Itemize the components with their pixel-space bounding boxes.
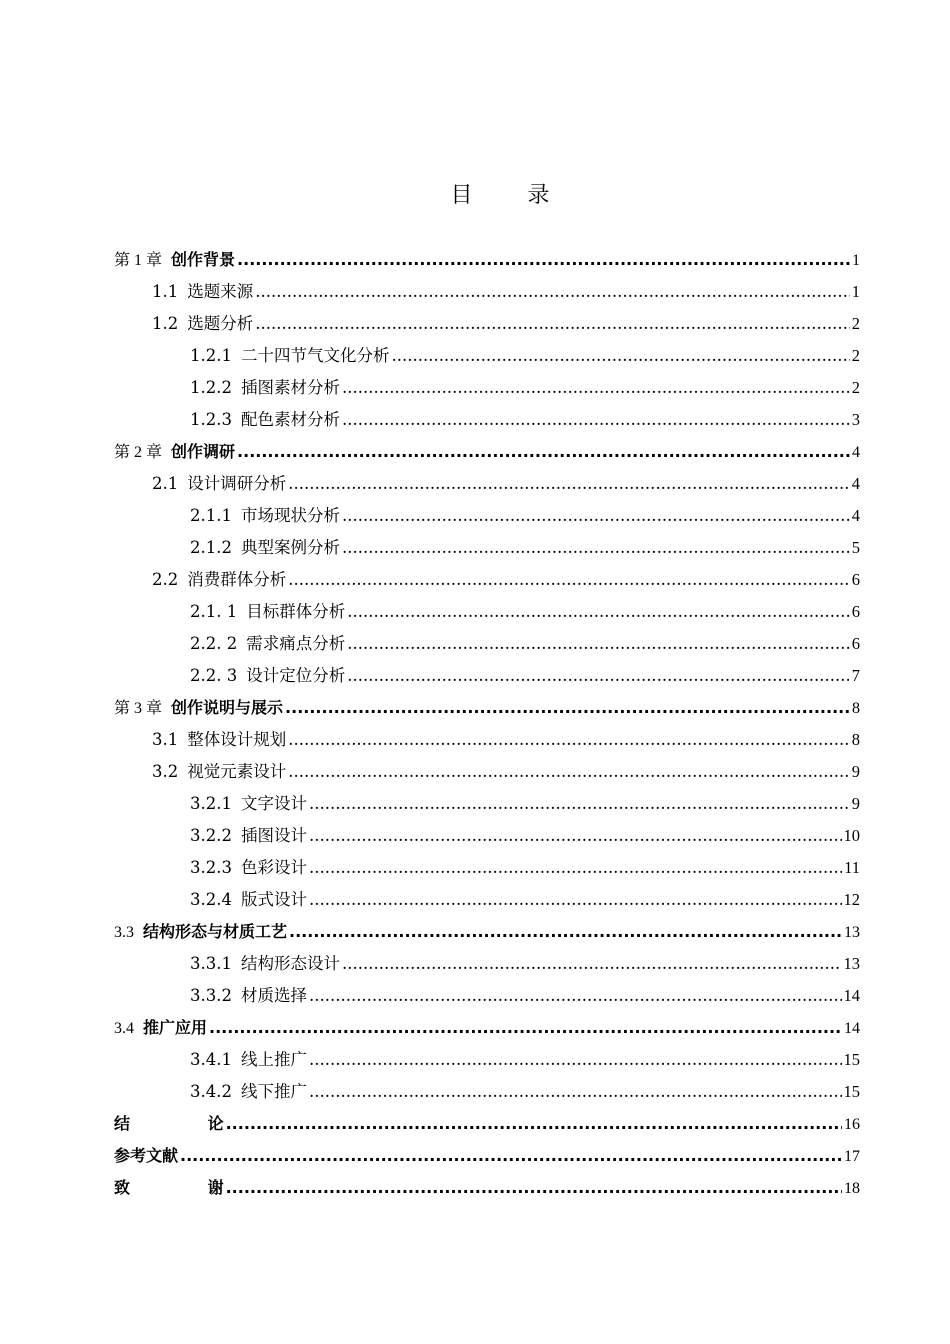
toc-entry[interactable] bbox=[114, 884, 860, 916]
toc-entry[interactable] bbox=[114, 468, 860, 500]
toc-entry-number: 1.2 bbox=[152, 314, 179, 333]
toc-entry-page: 9 bbox=[851, 762, 860, 781]
toc-entry[interactable] bbox=[114, 404, 860, 436]
toc-entry-page: 2 bbox=[851, 314, 860, 333]
dot-leader bbox=[309, 1076, 842, 1108]
toc-entry-title: 结构形态与材质工艺 bbox=[143, 922, 288, 941]
toc-entry-title: 结构形态设计 bbox=[240, 954, 340, 973]
toc-entry-page: 7 bbox=[851, 666, 860, 685]
dot-leader bbox=[309, 980, 842, 1012]
dot-leader bbox=[237, 244, 850, 276]
toc-entry-number: 3.1 bbox=[152, 730, 179, 749]
dot-leader bbox=[288, 564, 850, 596]
toc-entry-page: 4 bbox=[851, 474, 860, 493]
toc-entry-page: 9 bbox=[851, 794, 860, 813]
toc-entry[interactable] bbox=[114, 244, 860, 276]
toc-entry[interactable] bbox=[114, 820, 860, 852]
toc-entry-page: 6 bbox=[851, 602, 860, 621]
toc-entry-number: 第 2 章 bbox=[114, 444, 163, 461]
toc-entry-title: 结 论 bbox=[114, 1114, 224, 1133]
dot-leader bbox=[347, 660, 850, 692]
toc-entry[interactable] bbox=[114, 788, 860, 820]
table-of-contents bbox=[114, 244, 860, 1204]
toc-entry-title: 设计定位分析 bbox=[246, 666, 346, 685]
toc-entry-number: 3.4.1 bbox=[190, 1050, 232, 1069]
toc-entry[interactable] bbox=[114, 724, 860, 756]
toc-entry-title: 参考文献 bbox=[114, 1146, 179, 1165]
toc-entry[interactable] bbox=[114, 308, 860, 340]
dot-leader bbox=[288, 756, 850, 788]
toc-entry[interactable] bbox=[114, 1012, 860, 1044]
toc-entry-title: 视觉元素设计 bbox=[187, 762, 287, 781]
toc-entry[interactable] bbox=[114, 596, 860, 628]
toc-entry-number: 3.2.4 bbox=[190, 890, 232, 909]
toc-entry-page: 10 bbox=[843, 826, 860, 845]
toc-entry-page: 18 bbox=[844, 1180, 860, 1197]
toc-entry-number: 2.1.2 bbox=[190, 538, 232, 557]
toc-entry-page: 3 bbox=[851, 410, 860, 429]
toc-entry-page: 12 bbox=[843, 890, 860, 909]
toc-entry[interactable] bbox=[114, 372, 860, 404]
toc-entry[interactable] bbox=[114, 916, 860, 948]
toc-entry-title: 消费群体分析 bbox=[187, 570, 287, 589]
toc-entry-title: 选题分析 bbox=[187, 314, 254, 333]
toc-entry-page: 1 bbox=[852, 252, 860, 269]
toc-entry[interactable] bbox=[114, 756, 860, 788]
toc-entry-title: 市场现状分析 bbox=[240, 506, 340, 525]
toc-entry-number: 2.2. 3 bbox=[190, 666, 238, 685]
dot-leader bbox=[288, 724, 850, 756]
toc-entry-title: 配色素材分析 bbox=[240, 410, 340, 429]
dot-leader bbox=[226, 1108, 842, 1140]
dot-leader bbox=[288, 468, 850, 500]
toc-entry-number: 3.3.2 bbox=[190, 986, 232, 1005]
dot-leader bbox=[309, 788, 850, 820]
toc-entry-page: 15 bbox=[843, 1082, 860, 1101]
toc-entry-number: 2.2 bbox=[152, 570, 179, 589]
toc-entry[interactable] bbox=[114, 980, 860, 1012]
dot-leader bbox=[347, 628, 850, 660]
toc-entry-page: 5 bbox=[851, 538, 860, 557]
toc-entry-title: 材质选择 bbox=[240, 986, 307, 1005]
toc-entry-title: 选题来源 bbox=[187, 282, 254, 301]
toc-entry-page: 4 bbox=[851, 506, 860, 525]
toc-entry-title: 版式设计 bbox=[240, 890, 307, 909]
toc-entry[interactable] bbox=[114, 628, 860, 660]
toc-entry-page: 2 bbox=[851, 378, 860, 397]
dot-leader bbox=[255, 276, 850, 308]
dot-leader bbox=[342, 948, 842, 980]
toc-entry[interactable] bbox=[114, 276, 860, 308]
toc-entry[interactable] bbox=[114, 532, 860, 564]
toc-entry-number: 3.3.1 bbox=[190, 954, 232, 973]
toc-entry-title: 文字设计 bbox=[240, 794, 307, 813]
toc-entry-number: 3.2.3 bbox=[190, 858, 232, 877]
dot-leader bbox=[289, 916, 842, 948]
dot-leader bbox=[285, 692, 850, 724]
toc-entry[interactable] bbox=[114, 660, 860, 692]
toc-entry-number: 3.2.2 bbox=[190, 826, 232, 845]
dot-leader bbox=[309, 884, 842, 916]
toc-entry-page: 11 bbox=[844, 858, 860, 877]
dot-leader bbox=[226, 1172, 842, 1204]
dot-leader bbox=[237, 436, 850, 468]
toc-entry-number: 1.2.3 bbox=[190, 410, 232, 429]
toc-entry[interactable] bbox=[114, 436, 860, 468]
toc-entry-page: 6 bbox=[851, 634, 860, 653]
toc-entry-title: 线上推广 bbox=[240, 1050, 307, 1069]
toc-entry-number: 1.1 bbox=[152, 282, 179, 301]
toc-entry-page: 14 bbox=[843, 986, 860, 1005]
toc-entry-number: 2.1.1 bbox=[190, 506, 232, 525]
toc-entry[interactable] bbox=[114, 1172, 860, 1204]
dot-leader bbox=[342, 372, 850, 404]
toc-entry[interactable] bbox=[114, 340, 860, 372]
toc-entry[interactable] bbox=[114, 1044, 860, 1076]
toc-entry-number: 2.1. 1 bbox=[190, 602, 238, 621]
dot-leader bbox=[342, 404, 850, 436]
toc-entry-page: 14 bbox=[844, 1020, 860, 1037]
toc-entry-title: 推广应用 bbox=[143, 1018, 208, 1037]
toc-entry-title: 创作说明与展示 bbox=[171, 698, 284, 717]
dot-leader bbox=[309, 820, 842, 852]
toc-entry-page: 2 bbox=[851, 346, 860, 365]
dot-leader bbox=[309, 852, 842, 884]
toc-entry-number: 3.3 bbox=[114, 924, 134, 941]
toc-entry[interactable] bbox=[114, 852, 860, 884]
toc-entry[interactable] bbox=[114, 500, 860, 532]
toc-entry-number: 1.2.1 bbox=[190, 346, 232, 365]
toc-entry-title: 插图素材分析 bbox=[240, 378, 340, 397]
toc-entry-number: 2.2. 2 bbox=[190, 634, 238, 653]
toc-entry-number: 3.2 bbox=[152, 762, 179, 781]
toc-entry[interactable] bbox=[114, 1140, 860, 1172]
dot-leader bbox=[180, 1140, 842, 1172]
toc-entry-title: 插图设计 bbox=[240, 826, 307, 845]
dot-leader bbox=[209, 1012, 842, 1044]
toc-entry-page: 1 bbox=[851, 282, 860, 301]
toc-entry[interactable] bbox=[114, 692, 860, 724]
toc-title: 目 录 bbox=[450, 183, 574, 208]
toc-entry-page: 13 bbox=[844, 924, 860, 941]
toc-entry-title: 需求痛点分析 bbox=[246, 634, 346, 653]
dot-leader bbox=[391, 340, 849, 372]
dot-leader bbox=[342, 532, 850, 564]
toc-entry-title: 二十四节气文化分析 bbox=[240, 346, 390, 365]
toc-entry-title: 设计调研分析 bbox=[187, 474, 287, 493]
toc-entry-page: 8 bbox=[852, 700, 860, 717]
toc-entry-number: 3.4 bbox=[114, 1020, 134, 1037]
toc-entry-number: 2.1 bbox=[152, 474, 179, 493]
toc-entry-title: 线下推广 bbox=[240, 1082, 307, 1101]
toc-entry-number: 第 1 章 bbox=[114, 252, 163, 269]
toc-entry-page: 16 bbox=[844, 1116, 860, 1133]
toc-entry-page: 15 bbox=[843, 1050, 860, 1069]
toc-entry-title: 创作调研 bbox=[171, 442, 236, 461]
toc-entry-number: 3.4.2 bbox=[190, 1082, 232, 1101]
toc-entry[interactable] bbox=[114, 948, 860, 980]
toc-entry-title: 典型案例分析 bbox=[240, 538, 340, 557]
toc-entry[interactable] bbox=[114, 564, 860, 596]
toc-entry-page: 4 bbox=[852, 444, 860, 461]
toc-entry-title: 目标群体分析 bbox=[246, 602, 346, 621]
toc-entry-number: 3.2.1 bbox=[190, 794, 232, 813]
dot-leader bbox=[255, 308, 850, 340]
toc-entry-number: 1.2.2 bbox=[190, 378, 232, 397]
toc-entry-page: 6 bbox=[851, 570, 860, 589]
toc-entry-title: 致 谢 bbox=[114, 1178, 224, 1197]
toc-entry-title: 色彩设计 bbox=[240, 858, 307, 877]
dot-leader bbox=[309, 1044, 842, 1076]
dot-leader bbox=[342, 500, 850, 532]
toc-entry[interactable] bbox=[114, 1108, 860, 1140]
dot-leader bbox=[347, 596, 850, 628]
toc-entry-page: 17 bbox=[844, 1148, 860, 1165]
toc-entry-number: 第 3 章 bbox=[114, 700, 163, 717]
toc-entry-title: 整体设计规划 bbox=[187, 730, 287, 749]
toc-entry-title: 创作背景 bbox=[171, 250, 236, 269]
toc-entry-page: 8 bbox=[851, 730, 860, 749]
toc-entry[interactable] bbox=[114, 1076, 860, 1108]
toc-entry-page: 13 bbox=[843, 954, 860, 973]
